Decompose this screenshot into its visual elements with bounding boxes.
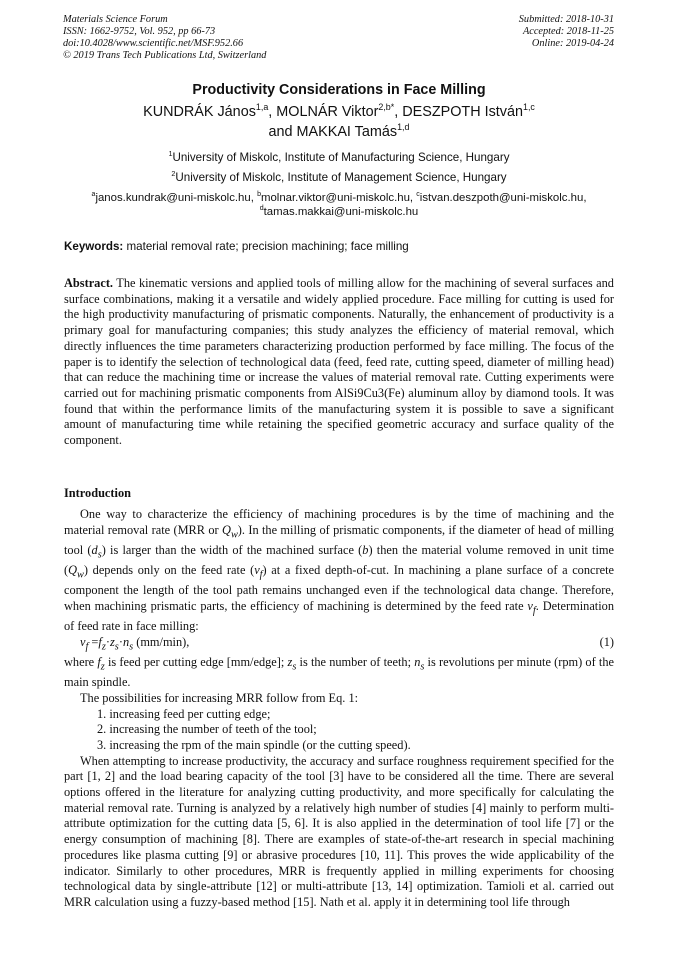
author-sup: 1,d (397, 121, 410, 132)
paragraph (64, 655, 614, 691)
author-sup: 2,b* (378, 102, 395, 113)
list-item: 3. increasing the rpm of the main spindle (or the cutting speed). (97, 737, 411, 752)
symbol: v (527, 598, 533, 613)
list-item: 2. increasing the number of teeth of the tool; (97, 722, 317, 737)
symbol: f (97, 654, 101, 669)
abstract-text: The kinematic versions and applied tools of milling allow for the machining of several surfaces and surface combinations, making it a versatile and widely applied procedure. Face milling for cutting is used for the high productivity manufacturing of prismatic components. Naturally, the enhancement of productivity is a primary goal for manufacturing companies; this study analyzes the efficiency of material removal, which directly influences the time parameters characterizing production performed by face milling. The focus of the paper is to identify the selection of technological data (feed, feed rate, cutting speed, diameter of milling head) that can reduce the machining time or increase the values of material removal rate. Cutting experiments were carried out for machining prismatic components from AlSi9Cu3(Fe) aluminum alloy by diamond tools. It was found that within the performance limits of the manufacturing system it is possible to save a significant amount of manufacturing time while retaining the specified geometric accuracy and surface quality of the component. (64, 276, 614, 448)
author-name: MAKKAI Tamás (296, 123, 398, 140)
date-line: Submitted: 2018-10-31 (518, 14, 614, 25)
symbol-sub: s (420, 661, 425, 673)
author-sup: 1,a (255, 102, 269, 113)
email-sup: a (91, 191, 96, 199)
text: (mm/min), (133, 634, 190, 649)
equation-1 (64, 635, 614, 655)
list-item: 1. increasing feed per cutting edge; (97, 706, 271, 721)
symbol-sub: s (114, 641, 119, 653)
symbol: Q (68, 563, 78, 578)
text: is the number of teeth; (296, 654, 415, 669)
introduction-body (64, 507, 614, 911)
keywords-text: material removal rate; precision machining; face milling (126, 240, 409, 253)
author-name: MOLNÁR Viktor (276, 104, 379, 120)
author-list: KUNDRÁK János$^{1,a}$, MOLNÁR Viktor$^{2,b*}$, DESZPOTH István$^{1,c}$ and MAKKAI Tamás$^{1,d}$ (143, 102, 535, 140)
symbol: v (80, 634, 86, 649)
email-link[interactable]: istvan.deszpoth@uni-miskolc.hu (419, 192, 584, 204)
submission-dates (519, 14, 614, 50)
text: ) depends only on the feed rate ( (83, 563, 255, 578)
email-link[interactable]: janos.kundrak@uni-miskolc.hu (95, 192, 251, 204)
affiliation-text: University of Miskolc, Institute of Management Science, Hungary (175, 171, 507, 184)
journal-line: © 2019 Trans Tech Publications Ltd, Switzerland (63, 50, 267, 61)
text: is feed per cutting edge [mm/edge]; (104, 654, 288, 669)
paragraph: When attempting to increase productivity, the accuracy and surface roughness requirement specified for the part [1, 2] and the load bearing capacity of the tool [3] have to be considered all the time. There are several options offered in the literature for analyzing cutting productivity, and more specifically for calculating the material removal rate. Turning is analyzed by a relatively high number of studies [4] mainly to perform multi-attribute optimization for the cutting data [5, 6]. It is also applied in the determination of tool life [7] or the energy consumption of machining [8]. There are examples of state-of-the-art research in special machining procedures like plasma cutting [9] or abrasive procedures [10, 11]. This proves the wide applicability of the indicator. Similarly to other procedures, MRR is frequently applied in milling experiments for choosing technological data by single-attribute [12] or multi-attribute [13, 14] optimization. Tamioli et al. carried out MRR calculation using a fuzzy-based method [15]. Nath et al. apply it in determining tool life through (64, 753, 614, 909)
symbol-sub: s (97, 549, 102, 561)
text: · (118, 634, 123, 649)
possibility-list (64, 707, 614, 754)
section-heading: Introduction (64, 486, 131, 500)
affiliation-sup: 2 (171, 169, 176, 179)
author-sup: 1,c (522, 102, 535, 113)
text: ) then the material volume removed in unit time ( (64, 542, 614, 578)
text: where (64, 654, 98, 669)
symbol-sub: z (101, 641, 106, 653)
affiliation (0, 151, 678, 164)
journal-line: Materials Science Forum (63, 14, 168, 25)
text: One way to characterize the efficiency of machining procedures is by the time of machining and the material removal rate (MRR or (64, 507, 614, 537)
email-sup: c (416, 191, 420, 199)
date-line: Accepted: 2018-11-25 (522, 26, 614, 37)
abstract-label: Abstract. (64, 276, 114, 290)
email-sup: b (257, 191, 261, 199)
date-line: Online: 2019-04-24 (531, 38, 614, 49)
text: · (105, 634, 110, 649)
text: ). In the milling of prismatic components, if the diameter of head of milling tool ( (64, 522, 614, 557)
journal-info (63, 14, 266, 62)
symbol-sub: s (129, 641, 134, 653)
paper-title: Productivity Considerations in Face Milling (192, 82, 486, 98)
symbol-sub: w (230, 529, 238, 541)
symbol: f (98, 634, 102, 649)
keywords-label: Keywords: (64, 240, 124, 253)
journal-line: ISSN: 1662-9752, Vol. 952, pp 66-73 (63, 26, 216, 37)
text: is revolutions per minute (rpm) of the main spindle. (64, 654, 614, 690)
author-connector: and (268, 123, 297, 140)
keywords (64, 240, 409, 253)
symbol-sub: z (100, 661, 105, 673)
equation-body (80, 635, 189, 655)
symbol-sub: f (259, 569, 263, 581)
symbol-sub: f (532, 605, 536, 617)
author-emails: $^a$janos.kundrak@uni-miskolc.hu, $^b$molnar.viktor@uni-miskolc.hu, $^c$istvan.deszpoth@uni-miskolc.hu, $^d$tamas.makkai@uni-miskolc.hu (91, 191, 587, 218)
symbol: Q (222, 522, 231, 537)
symbol-sub: f (85, 641, 89, 653)
symbol: n (122, 634, 130, 649)
affiliation-text: University of Miskolc, Institute of Manufacturing Science, Hungary (172, 151, 510, 164)
paragraph: The possibilities for increasing MRR follow from Eq. 1: (80, 690, 359, 705)
symbol-sub: s (292, 661, 297, 673)
symbol: v (254, 563, 260, 578)
symbol: z (109, 634, 115, 649)
symbol: d (91, 542, 98, 557)
text: ) is larger than the width of the machined surface ( (101, 542, 363, 557)
symbol-sub: w (77, 569, 84, 581)
paragraph (64, 507, 614, 635)
abstract (64, 276, 614, 449)
text: . Determination of feed rate in face milling: (64, 598, 615, 634)
author-name: KUNDRÁK János (143, 104, 256, 120)
symbol: b (362, 542, 369, 557)
symbol: z (287, 654, 293, 669)
author-name: DESZPOTH István (402, 104, 523, 120)
affiliation-sup: 1 (168, 149, 173, 159)
email-sup: d (259, 205, 264, 213)
journal-line: doi:10.4028/www.scientific.net/MSF.952.66 (63, 38, 244, 49)
text: = (88, 634, 99, 649)
email-link[interactable]: molnar.viktor@uni-miskolc.hu (260, 192, 410, 204)
affiliation (0, 171, 678, 184)
symbol: n (414, 654, 421, 669)
text: ) at a fixed depth-of-cut. In machining a plane surface of a concrete component the length of the tool path remains unchanged even if the technological data change. Therefore, when machining prismatic parts, the efficiency of machining is determined by the feed rate (64, 563, 614, 613)
equation-number: (1) (599, 634, 614, 649)
email-link[interactable]: tamas.makkai@uni-miskolc.hu (263, 206, 419, 218)
